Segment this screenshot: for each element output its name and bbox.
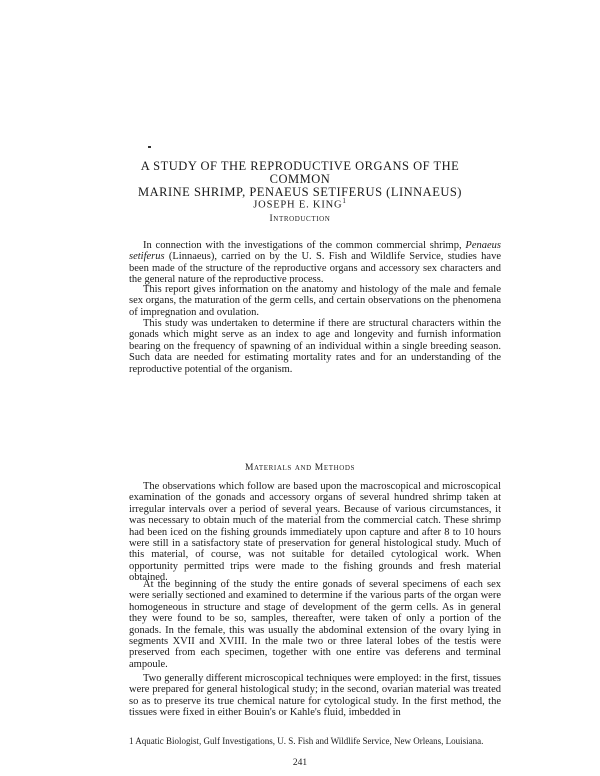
materials-p3-text: Two generally different microscopical techniques were employed: in the first, tissues were prepared for general histological study; in the second, ovarian material was treated so as to preserve its true chemical nature for cytological study. In the first method, the tissues were fixed in either Bouin's or Kahle's fluid, imbedded in bbox=[129, 673, 501, 719]
footnote: 1 Aquatic Biologist, Gulf Investigations, U. S. Fish and Wildlife Service, New Orleans, Louisiana. bbox=[129, 736, 484, 746]
materials-paragraph-1 bbox=[129, 481, 501, 584]
materials-paragraph-2 bbox=[129, 579, 501, 670]
section-heading-introduction: Introduction bbox=[269, 214, 331, 224]
materials-p1-text: The observations which follow are based upon the macroscopical and microscopical examination of the gonads and accessory organs of several hundred shrimp taken at irregular intervals over a period of several years. Because of various circumstances, it was necessary to obtain much of the material from the commercial catch. These shrimp had been iced on the fishing grounds immediately upon capture and after 8 to 10 hours were still in a satisfactory state of preservation for general histological study. Much of this material, of course, was not suitable for detailed cytological work. When opportunity permitted trips were made to the fishing grounds and fresh material obtained. bbox=[129, 481, 501, 584]
intro-p1-text-a: In connection with the investigations of the common commercial shrimp, bbox=[143, 240, 466, 251]
materials-p2-text: At the beginning of the study the entire gonads of several specimens of each sex were serially sectioned and examined to determine if the various parts of the organ were homogeneous in structure and stage of development of the germ cells. As in general they were found to be so, samples, thereafter, were taken of only a portion of the gonads. In the female, this was usually the abdominal extension of the ovary lying in segments XVII and XVIII. In the male two or three lateral lobes of the testis were preserved from each specimen, together with one entire vas deferens and terminal ampoule. bbox=[129, 579, 501, 670]
author-byline bbox=[110, 197, 490, 211]
intro-paragraph-2 bbox=[129, 284, 501, 318]
section-heading-materials: Materials and Methods bbox=[244, 463, 356, 473]
page-number: 241 bbox=[292, 758, 308, 768]
species-name: Penaeus setiferus bbox=[129, 240, 501, 263]
intro-p1-text-b: (Linnaeus), carried on by the U. S. Fish and Wildlife Service, studies have been made of the structure of the reproductive organs and accessory sex characters and the general nature of the reproductive process. bbox=[129, 251, 501, 286]
materials-paragraph-3 bbox=[129, 673, 501, 719]
author-name: JOSEPH E. KING bbox=[253, 199, 343, 211]
intro-p2-text: This report gives information on the anatomy and histology of the male and female sex organs, the maturation of the germ cells, and certain observations on the phenomena of impregnation and ovulation. bbox=[129, 284, 501, 318]
intro-p3-text: This study was undertaken to determine if there are structural characters within the gonads which might serve as an index to age and longevity and furnish information bearing on the frequency of spawning of an individual within a single breeding season. Such data are needed for estimating mortality rates and for an understanding of the reproductive potential of the organism. bbox=[129, 318, 501, 375]
title-line-2: MARINE SHRIMP, PENAEUS SETIFERUS (LINNAEUS) bbox=[138, 185, 462, 199]
title-line-1: A STUDY OF THE REPRODUCTIVE ORGANS OF THE COMMON bbox=[140, 159, 460, 186]
stray-ink-mark bbox=[148, 146, 151, 148]
article-title bbox=[110, 160, 490, 199]
author-footnote-mark: 1 bbox=[342, 197, 347, 205]
intro-paragraph-1 bbox=[129, 240, 501, 286]
intro-paragraph-3 bbox=[129, 318, 501, 375]
